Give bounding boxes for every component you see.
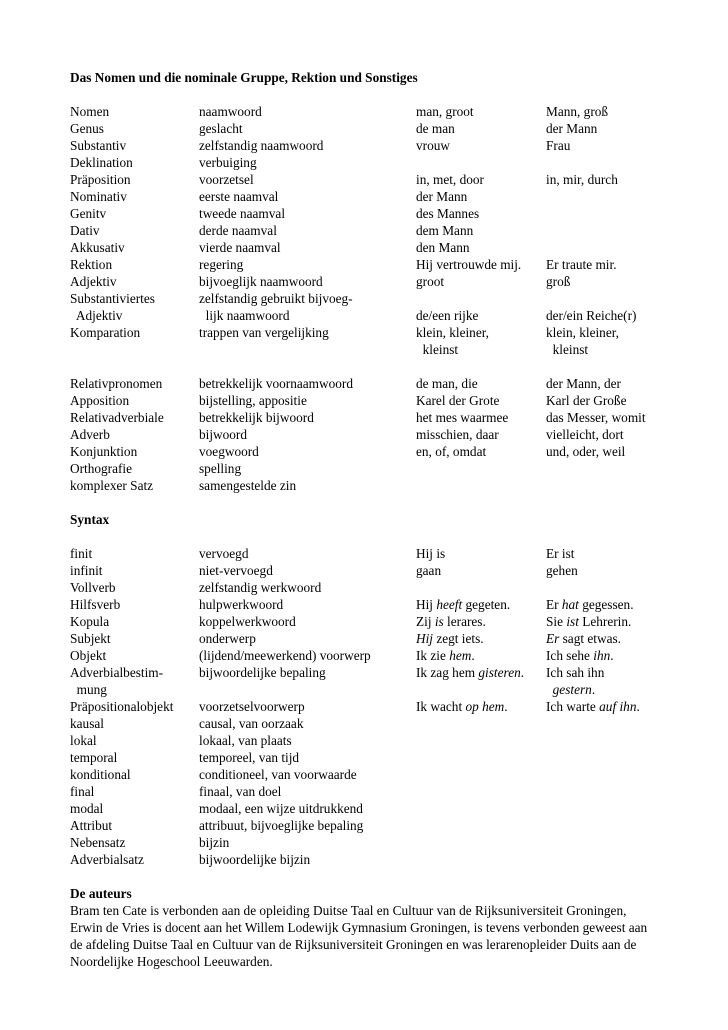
term-de: modal [70, 801, 104, 816]
term-nl: betrekkelijk voornaamwoord [199, 376, 353, 391]
glossary-row [70, 647, 670, 664]
glossary-row [70, 290, 670, 324]
term-de: Nebensatz [70, 835, 126, 850]
term-nl: regering [199, 257, 244, 272]
glossary-row [70, 698, 670, 715]
term-de: Substantiviertes Adjektiv [70, 291, 155, 323]
term-nl: zelfstandig werkwoord [199, 580, 322, 595]
example-de: das Messer, womit [546, 410, 646, 425]
term-de: final [70, 784, 95, 799]
term-nl: koppelwerkwoord [199, 614, 296, 629]
example-nl: de man [416, 121, 455, 136]
example-nl: Ik zag hem gisteren. [416, 665, 525, 680]
term-de: Adverbialbestim- mung [70, 665, 164, 697]
term-de: Nominativ [70, 189, 127, 204]
example-nl: des Mannes [416, 206, 480, 221]
example-nl: Zij is lerares. [416, 614, 486, 629]
term-de: Genus [70, 121, 104, 136]
example-nl: klein, kleiner, kleinst [416, 325, 489, 357]
glossary-row [70, 154, 670, 171]
term-nl: eerste naamval [199, 189, 279, 204]
auteurs-heading: De auteurs [70, 886, 132, 901]
term-de: Adverb [70, 427, 110, 442]
nomen-glossary-table [70, 103, 670, 494]
example-de: klein, kleiner, kleinst [546, 325, 619, 357]
document-content [70, 69, 670, 970]
glossary-row [70, 766, 670, 783]
example-nl: den Mann [416, 240, 470, 255]
example-nl: Hij is [416, 546, 446, 561]
example-nl: Ik zie hem. [416, 648, 475, 663]
term-nl: geslacht [199, 121, 243, 136]
glossary-row [70, 324, 670, 358]
term-de: infinit [70, 563, 103, 578]
glossary-row [70, 137, 670, 154]
term-de: kausal [70, 716, 104, 731]
example-de: der Mann, der [546, 376, 621, 391]
example-de: Karl der Große [546, 393, 627, 408]
example-nl: Ik wacht op hem. [416, 699, 508, 714]
term-de: Deklination [70, 155, 133, 170]
glossary-row [70, 630, 670, 647]
glossary-row [70, 256, 670, 273]
glossary-row [70, 613, 670, 630]
term-nl: lokaal, van plaats [199, 733, 292, 748]
example-nl: en, of, omdat [416, 444, 487, 459]
term-de: temporal [70, 750, 118, 765]
term-nl: betrekkelijk bijwoord [199, 410, 314, 425]
example-nl: gaan [416, 563, 442, 578]
glossary-row [70, 239, 670, 256]
term-nl: vierde naamval [199, 240, 281, 255]
term-de: Adverbialsatz [70, 852, 144, 867]
term-de: Apposition [70, 393, 130, 408]
glossary-row [70, 375, 670, 392]
example-nl: de man, die [416, 376, 478, 391]
term-nl: conditioneel, van voorwaarde [199, 767, 357, 782]
term-de: Relativadverbiale [70, 410, 164, 425]
example-nl: Hij heeft gegeten. [416, 597, 511, 612]
term-de: Orthografie [70, 461, 133, 476]
term-nl: onderwerp [199, 631, 256, 646]
example-de: gehen [546, 563, 578, 578]
term-nl: (lijdend/meewerkend) voorwerp [199, 648, 371, 663]
term-nl: tweede naamval [199, 206, 286, 221]
term-de: Präposition [70, 172, 131, 187]
glossary-row [70, 392, 670, 409]
example-de: Er ist [546, 546, 575, 561]
term-nl: bijvoeglijk naamwoord [199, 274, 323, 289]
example-nl: de/een rijke [416, 308, 479, 323]
example-nl: dem Mann [416, 223, 474, 238]
example-nl: Karel der Grote [416, 393, 500, 408]
glossary-row [70, 409, 670, 426]
glossary-row [70, 171, 670, 188]
example-nl: vrouw [416, 138, 450, 153]
example-de: vielleicht, dort [546, 427, 624, 442]
glossary-row [70, 783, 670, 800]
example-nl: Hij zegt iets. [416, 631, 484, 646]
document-title: Das Nomen und die nominale Gruppe, Rektion und Sonstiges [70, 70, 418, 85]
syntax-heading: Syntax [70, 512, 110, 527]
term-de: Rektion [70, 257, 113, 272]
glossary-row [70, 477, 670, 494]
glossary-row [70, 749, 670, 766]
glossary-row [70, 426, 670, 443]
term-de: Substantiv [70, 138, 127, 153]
example-nl: het mes waarmee [416, 410, 509, 425]
term-de: komplexer Satz [70, 478, 154, 493]
term-de: Subjekt [70, 631, 111, 646]
term-de: Nomen [70, 104, 110, 119]
term-de: Attribut [70, 818, 113, 833]
term-nl: finaal, van doel [199, 784, 282, 799]
syntax-glossary-table [70, 545, 670, 868]
example-de: Er hat gegessen. [546, 597, 634, 612]
glossary-row [70, 732, 670, 749]
term-nl: spelling [199, 461, 242, 476]
example-nl: Hij vertrouwde mij. [416, 257, 522, 272]
example-de: groß [546, 274, 571, 289]
example-de: Er traute mir. [546, 257, 617, 272]
term-nl: bijwoordelijke bijzin [199, 852, 311, 867]
term-nl: bijwoord [199, 427, 248, 442]
term-de: Komparation [70, 325, 141, 340]
term-de: finit [70, 546, 93, 561]
term-de: Adjektiv [70, 274, 117, 289]
glossary-row [70, 800, 670, 817]
example-nl: misschien, daar [416, 427, 499, 442]
glossary-row [70, 188, 670, 205]
glossary-row [70, 579, 670, 596]
example-nl: in, met, door [416, 172, 484, 187]
term-nl: derde naamval [199, 223, 277, 238]
term-de: Hilfsverb [70, 597, 121, 612]
glossary-row [70, 205, 670, 222]
example-de: der/ein Reiche(r) [546, 308, 637, 323]
term-nl: samengestelde zin [199, 478, 297, 493]
example-de: und, oder, weil [546, 444, 626, 459]
auteurs-paragraph: Bram ten Cate is verbonden aan de opleiding Duitse Taal en Cultuur van de Rijksuniversiteit Groningen, Erwin de Vries is docent aan het Willem Lodewijk Gymnasium Groningen, is tevens verbonden geweest aan de afdeling Duitse Taal en Cultuur van de Rijksuniversiteit Groningen en was lerarenopleider Duits aan de Noordelijke Hogeschool Leeuwarden. [70, 903, 648, 969]
term-nl: bijwoordelijke bepaling [199, 665, 326, 680]
glossary-row [70, 103, 670, 120]
glossary-row [70, 851, 670, 868]
glossary-row [70, 596, 670, 613]
term-nl: vervoegd [199, 546, 249, 561]
term-nl: voorzetselvoorwerp [199, 699, 305, 714]
glossary-row [70, 817, 670, 834]
example-de: Ich warte auf ihn. [546, 699, 640, 714]
term-de: Relativpronomen [70, 376, 163, 391]
term-nl: zelfstandig naamwoord [199, 138, 324, 153]
term-nl: hulpwerkwoord [199, 597, 284, 612]
example-de: in, mir, durch [546, 172, 618, 187]
glossary-row [70, 460, 670, 477]
term-nl: voegwoord [199, 444, 259, 459]
example-de: Mann, groß [546, 104, 609, 119]
glossary-row [70, 715, 670, 732]
term-nl: zelfstandig gebruikt bijvoeg- lijk naamwoord [199, 291, 353, 323]
term-nl: bijstelling, appositie [199, 393, 307, 408]
glossary-row [70, 834, 670, 851]
term-nl: voorzetsel [199, 172, 254, 187]
term-nl: bijzin [199, 835, 230, 850]
example-de: Sie ist Lehrerin. [546, 614, 632, 629]
example-nl: groot [416, 274, 445, 289]
term-de: Kopula [70, 614, 110, 629]
glossary-row [70, 222, 670, 239]
glossary-row [70, 443, 670, 460]
term-de: lokal [70, 733, 97, 748]
glossary-row [70, 120, 670, 137]
term-nl: niet-vervoegd [199, 563, 273, 578]
term-de: konditional [70, 767, 131, 782]
term-de: Genitv [70, 206, 107, 221]
glossary-row [70, 562, 670, 579]
example-de: Frau [546, 138, 571, 153]
glossary-row [70, 273, 670, 290]
example-de: Ich sehe ihn. [546, 648, 614, 663]
term-de: Dativ [70, 223, 100, 238]
term-de: Objekt [70, 648, 107, 663]
example-de: Er sagt etwas. [546, 631, 621, 646]
term-de: Vollverb [70, 580, 116, 595]
term-nl: temporeel, van tijd [199, 750, 300, 765]
example-nl: man, groot [416, 104, 474, 119]
term-de: Konjunktion [70, 444, 138, 459]
term-nl: attribuut, bijvoeglijke bepaling [199, 818, 364, 833]
glossary-row [70, 545, 670, 562]
term-nl: naamwoord [199, 104, 262, 119]
term-nl: causal, van oorzaak [199, 716, 304, 731]
example-de: Ich sah ihn gestern. [546, 665, 605, 697]
term-nl: trappen van vergelijking [199, 325, 329, 340]
term-nl: verbuiging [199, 155, 257, 170]
term-de: Akkusativ [70, 240, 125, 255]
example-de: der Mann [546, 121, 598, 136]
term-de: Präpositionalobjekt [70, 699, 174, 714]
example-nl: der Mann [416, 189, 468, 204]
term-nl: modaal, een wijze uitdrukkend [199, 801, 363, 816]
glossary-row [70, 664, 670, 698]
